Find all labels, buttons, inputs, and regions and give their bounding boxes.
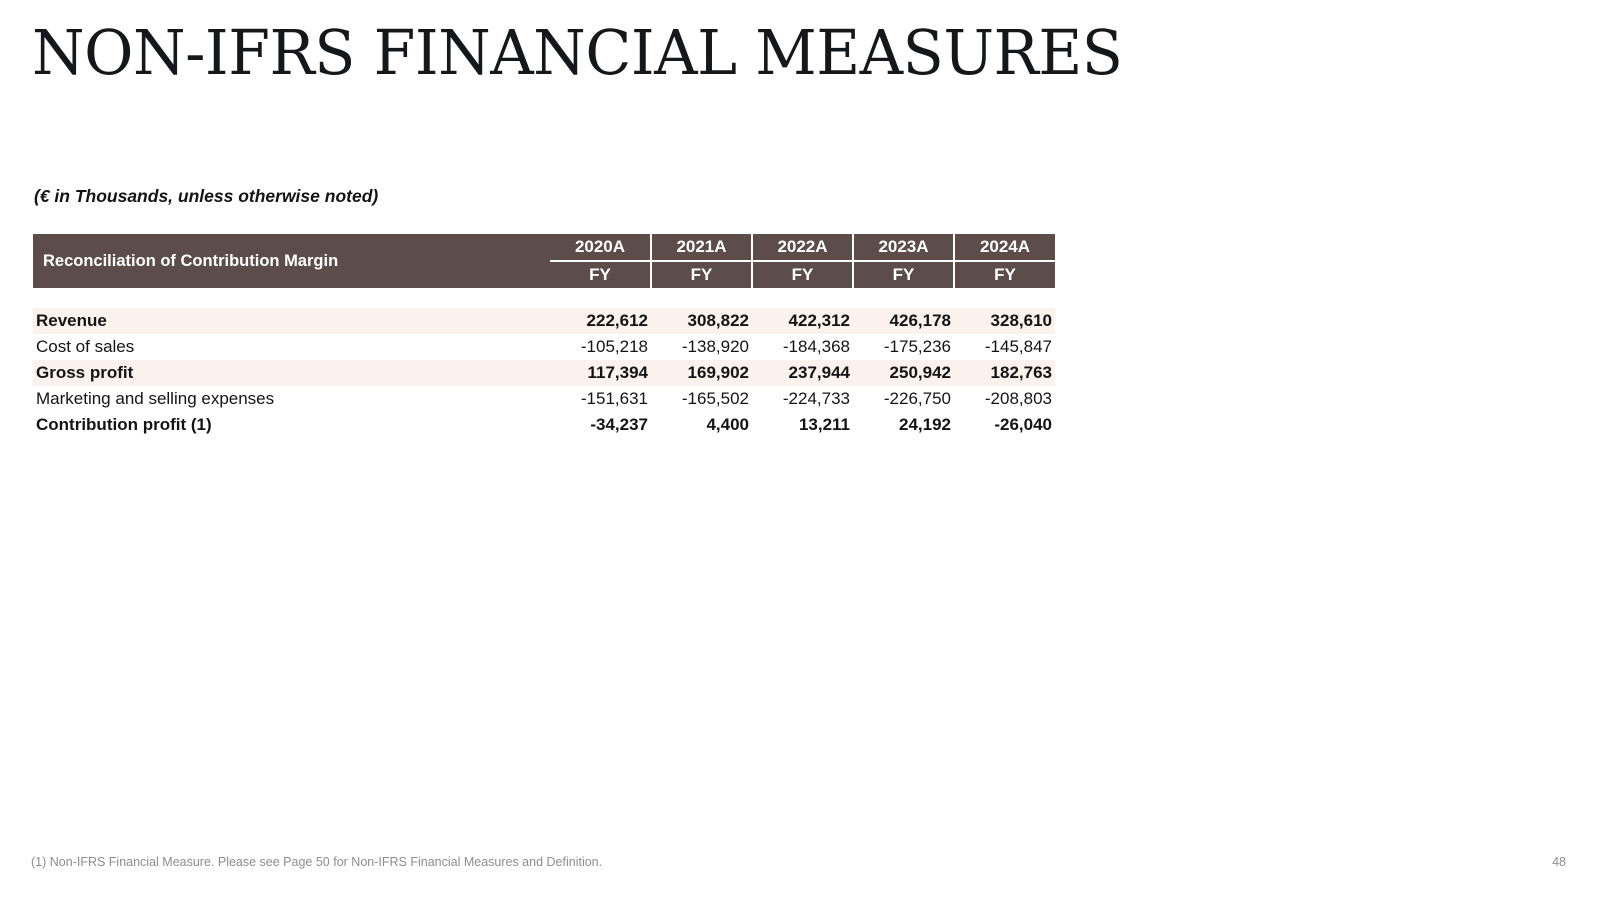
row-value: -151,631 (580, 389, 648, 408)
row-value: -138,920 (681, 337, 749, 356)
reconciliation-table (33, 234, 1055, 438)
row-label: Marketing and selling expenses (36, 389, 275, 408)
column-header-year: 2024A (954, 234, 1055, 261)
row-value: -224,733 (782, 389, 850, 408)
row-value: 237,944 (752, 360, 853, 386)
table-header (33, 234, 1055, 288)
table-row (33, 308, 1055, 334)
table-spacer-row (33, 288, 1055, 308)
table-header-row-years (33, 234, 1055, 261)
table-body (33, 288, 1055, 438)
row-value: -175,236 (883, 337, 951, 356)
units-note: (€ in Thousands, unless otherwise noted) (34, 186, 379, 206)
column-header-year: 2020A (550, 234, 651, 261)
row-label: Contribution profit (1) (36, 415, 212, 434)
row-value: -226,750 (883, 389, 951, 408)
row-value: 328,610 (954, 308, 1055, 334)
row-value: -165,502 (681, 389, 749, 408)
column-header-period: FY (954, 261, 1055, 288)
footnote: (1) Non-IFRS Financial Measure. Please see Page 50 for Non-IFRS Financial Measures and Definition. (31, 855, 603, 869)
row-value: 426,178 (853, 308, 954, 334)
row-value: -145,847 (984, 337, 1052, 356)
row-value: 117,394 (550, 360, 651, 386)
row-value: 308,822 (651, 308, 752, 334)
row-value: -105,218 (580, 337, 648, 356)
row-value: 222,612 (550, 308, 651, 334)
table-row (33, 334, 1055, 360)
row-value: 4,400 (706, 415, 749, 434)
row-value: 13,211 (798, 415, 850, 434)
row-label: Gross profit (33, 360, 550, 386)
column-header-period: FY (853, 261, 954, 288)
column-header-period: FY (752, 261, 853, 288)
financial-table-container (33, 234, 1055, 438)
page-number: 48 (1552, 855, 1566, 869)
table-corner-label: Reconciliation of Contribution Margin (33, 234, 550, 288)
row-value: 422,312 (752, 308, 853, 334)
column-header-year: 2021A (651, 234, 752, 261)
table-row (33, 386, 1055, 412)
table-row (33, 412, 1055, 438)
column-header-year: 2023A (853, 234, 954, 261)
row-value: -34,237 (590, 415, 648, 434)
row-value: 182,763 (954, 360, 1055, 386)
row-value: 250,942 (853, 360, 954, 386)
column-header-period: FY (651, 261, 752, 288)
row-value: -26,040 (994, 415, 1052, 434)
row-label: Cost of sales (36, 337, 135, 356)
column-header-period: FY (550, 261, 651, 288)
row-label: Revenue (33, 308, 550, 334)
row-value: -208,803 (984, 389, 1052, 408)
row-value: 24,192 (899, 415, 951, 434)
row-value: 169,902 (651, 360, 752, 386)
column-header-year: 2022A (752, 234, 853, 261)
page-title: NON-IFRS FINANCIAL MEASURES (32, 16, 1123, 89)
table-row (33, 360, 1055, 386)
row-value: -184,368 (782, 337, 850, 356)
